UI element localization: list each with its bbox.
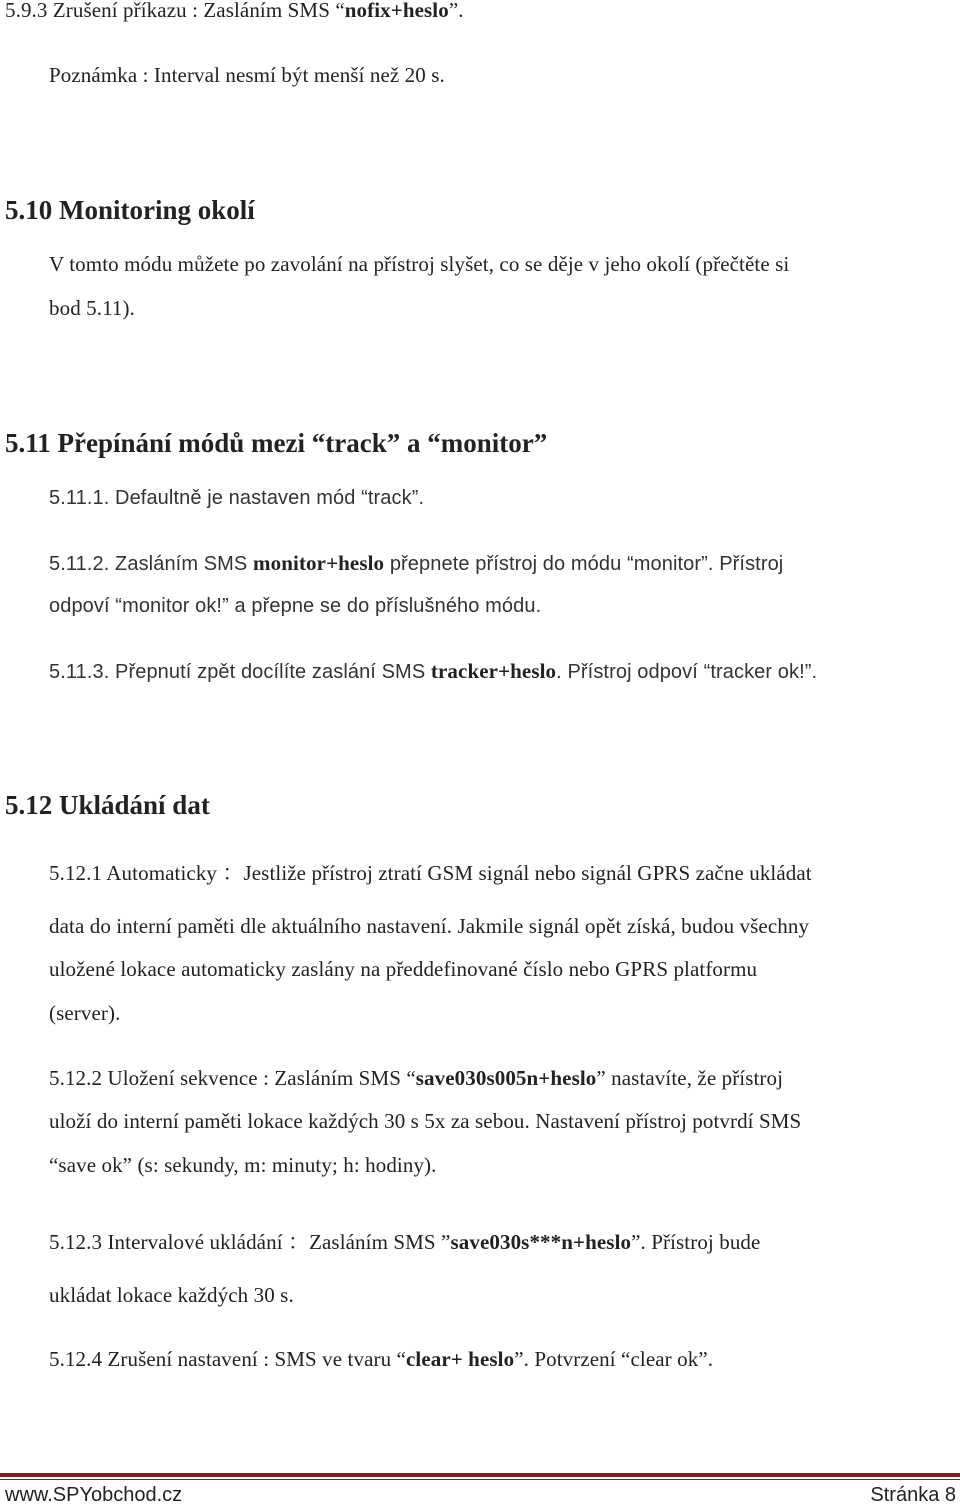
s5121-line4: (server). — [49, 1001, 121, 1025]
s5112-suffix: přepnete přístroj do módu “monitor”. Přístroj — [384, 553, 784, 575]
footer-page-number: Stránka 8 — [870, 1484, 956, 1506]
heading-5-11: 5.11 Přepínání módů mezi “track” a “monitor” — [5, 428, 548, 458]
s593-prefix: 5.9.3 Zrušení příkazu : Zasláním SMS “ — [5, 0, 345, 22]
s5113-prefix: 5.11.3. Přepnutí zpět docílíte zaslání SMS — [49, 661, 431, 683]
section-5-12-2 — [49, 1066, 783, 1091]
s5124-command: clear+ heslo — [405, 1347, 515, 1371]
heading-5-10: 5.10 Monitoring okolí — [5, 195, 255, 225]
footer-rule-thin — [0, 1479, 960, 1480]
section-5-11-3 — [49, 659, 817, 684]
s5123-prefix: 5.12.3 Intervalové ukládání ：Zasláním SMS ” — [49, 1230, 451, 1254]
s5121-line3: uložené lokace automaticky zaslány na předdefinované číslo nebo GPRS platformu — [49, 957, 758, 981]
s5112-prefix: 5.11.2. Zasláním SMS — [49, 553, 254, 575]
footer-website: www.SPYobchod.cz — [5, 1484, 183, 1506]
s5122-command: save030s005n+heslo — [415, 1066, 597, 1090]
section-5-12-4 — [49, 1347, 713, 1372]
section-5-11-1: 5.11.1. Defaultně je nastaven mód “track”. — [49, 487, 425, 509]
heading-5-12: 5.12 Ukládání dat — [5, 790, 210, 820]
s5121-line2: data do interní paměti dle aktuálního nastavení. Jakmile signál opět získá, budou všechny — [49, 914, 810, 938]
s5113-command: tracker+heslo — [430, 659, 557, 683]
section-5-12-3 — [49, 1226, 760, 1256]
p510-line2: bod 5.11). — [49, 296, 135, 320]
p510-line1: V tomto módu můžete po zavolání na přístroj slyšet, co se děje v jeho okolí (přečtěte si — [49, 252, 790, 276]
interval-note: Poznámka : Interval nesmí být menší než 20 s. — [49, 63, 445, 87]
s5123-suffix: ”. Přístroj bude — [631, 1230, 761, 1254]
s5121-line1: 5.12.1 Automaticky ：Jestliže přístroj ztratí GSM signál nebo signál GPRS začne ukládat — [49, 861, 812, 885]
footer-rule — [0, 1473, 960, 1477]
s5122-prefix: 5.12.2 Uložení sekvence : Zasláním SMS “ — [49, 1066, 416, 1090]
s5112-line2: odpoví “monitor ok!” a přepne se do příslušného módu. — [49, 595, 542, 617]
s5122-line2: uloží do interní paměti lokace každých 30 s 5x za sebou. Nastavení přístroj potvrdí SMS — [49, 1109, 802, 1133]
s5123-line2: ukládat lokace každých 30 s. — [49, 1283, 294, 1307]
s5124-prefix: 5.12.4 Zrušení nastavení : SMS ve tvaru “ — [49, 1347, 406, 1371]
s5112-command: monitor+heslo — [253, 551, 385, 575]
s5122-line3: “save ok” (s: sekundy, m: minuty; h: hodiny). — [49, 1153, 437, 1177]
s5113-suffix: . Přístroj odpoví “tracker ok!”. — [556, 661, 818, 683]
s5124-suffix: ”. Potvrzení “clear ok”. — [514, 1347, 714, 1371]
section-5-11-2 — [49, 551, 783, 576]
section-5-9-3 — [5, 0, 464, 23]
s593-suffix: ”. — [448, 0, 464, 22]
s5123-command: save030s***n+heslo — [450, 1230, 632, 1254]
s593-command: nofix+heslo — [344, 0, 449, 22]
s5122-suffix: ” nastavíte, že přístroj — [596, 1066, 784, 1090]
